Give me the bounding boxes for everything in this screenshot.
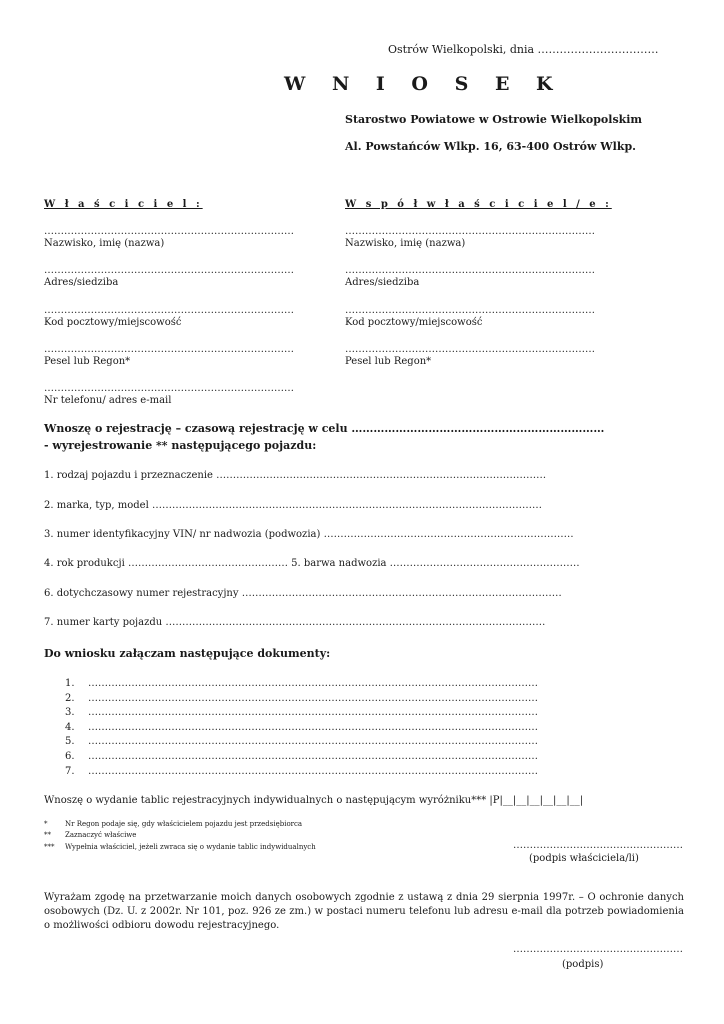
coowner-heading: W s p ó ł w ł a ś c i c i e l / e : [345, 199, 612, 210]
attachment-field[interactable]: ……………………………………………………………………………………………………………………… [88, 751, 538, 762]
attachment-field[interactable]: ……………………………………………………………………………………………………………………… [88, 736, 538, 747]
vehicle-card-field[interactable]: 7. numer karty pojazdu …………………………………………………………………………………………………… [44, 617, 546, 628]
owner-signature-label: (podpis właściciela/li) [529, 853, 639, 864]
request-line-2: - wyrejestrowanie ** następującego pojazdu: [44, 439, 317, 452]
vehicle-type-field[interactable]: 1. rodzaj pojazdu i przeznaczenie ……………………………………………………………………………………… [44, 470, 547, 481]
owner-name-label: Nazwisko, imię (nazwa) [44, 238, 165, 249]
request-line-1: Wnoszę o rejestrację – czasową rejestrację w celu …………………………………………………………… [44, 422, 605, 435]
individual-plates-request[interactable]: Wnoszę o wydanie tablic rejestracyjnych indywidualnych o następującym wyróżniku*** |P|__|__|__|__|__|__| [44, 795, 584, 806]
footnote-mark: *** [44, 843, 55, 851]
attachment-number: 6. [65, 751, 75, 762]
owner-postal-label: Kod pocztowy/miejscowość [44, 317, 182, 328]
consent-paragraph: Wyrażam zgodę na przetwarzanie moich danych osobowych zgodnie z ustawą z dnia 29 sierpnia 1997r. – O ochronie danych osobowych (Dz. U. z 2002r. Nr 101, poz. 926 ze zm.) w postaci numeru telefonu lub adresu e-mail dla potrzeb powiadomienia o możliwości odbioru dowodu rejestracyjnego. [44, 892, 684, 931]
coowner-name-field[interactable]: ………………………………………………………………… [345, 226, 595, 237]
attachment-number: 2. [65, 693, 75, 704]
coowner-address-field[interactable]: ………………………………………………………………… [345, 265, 595, 276]
owner-pesel-field[interactable]: ………………………………………………………………… [44, 344, 294, 355]
attachments-heading: Do wniosku załączam następujące dokumenty: [44, 647, 331, 660]
office-address: Al. Powstańców Wlkp. 16, 63-400 Ostrów Wlkp. [345, 140, 636, 153]
coowner-name-label: Nazwisko, imię (nazwa) [345, 238, 466, 249]
owner-signature-field[interactable]: …………………………………………… [513, 840, 683, 851]
attachment-field[interactable]: ……………………………………………………………………………………………………………………… [88, 707, 538, 718]
owner-phone-label: Nr telefonu/ adres e-mail [44, 395, 172, 406]
signature-field[interactable]: …………………………………………… [513, 944, 683, 955]
footnote-text: Wypełnia właściciel, jeżeli zwraca się o wydanie tablic indywidualnych [65, 843, 316, 851]
attachment-number: 7. [65, 766, 75, 777]
office-name: Starostwo Powiatowe w Ostrowie Wielkopolskim [345, 113, 643, 126]
owner-pesel-label: Pesel lub Regon* [44, 356, 131, 367]
vehicle-year-color-field[interactable]: 4. rok produkcji ………………………………………… 5. barwa nadwozia ………………………………………………… [44, 558, 580, 569]
signature-label: (podpis) [562, 959, 604, 970]
coowner-pesel-label: Pesel lub Regon* [345, 356, 432, 367]
document-title: W N I O S E K [284, 73, 563, 95]
attachment-number: 5. [65, 736, 75, 747]
vehicle-registration-field[interactable]: 6. dotychczasowy numer rejestracyjny …………………………………………………………………………………… [44, 588, 562, 599]
attachment-number: 1. [65, 678, 75, 689]
owner-address-label: Adres/siedziba [44, 277, 119, 288]
attachment-field[interactable]: ……………………………………………………………………………………………………………………… [88, 722, 538, 733]
attachment-number: 3. [65, 707, 75, 718]
vehicle-make-field[interactable]: 2. marka, typ, model ……………………………………………………………………………………………………… [44, 500, 542, 511]
coowner-postal-field[interactable]: ………………………………………………………………… [345, 305, 595, 316]
footnote-mark: ** [44, 831, 51, 839]
coowner-pesel-field[interactable]: ………………………………………………………………… [345, 344, 595, 355]
owner-postal-field[interactable]: ………………………………………………………………… [44, 305, 294, 316]
place-date-line: Ostrów Wielkopolski, dnia …………………………… [388, 43, 659, 56]
owner-heading: W ł a ś c i c i e l : [44, 199, 203, 210]
attachment-field[interactable]: ……………………………………………………………………………………………………………………… [88, 678, 538, 689]
attachment-field[interactable]: ……………………………………………………………………………………………………………………… [88, 693, 538, 704]
owner-phone-field[interactable]: ………………………………………………………………… [44, 383, 294, 394]
footnote-text: Zaznaczyć właściwe [65, 831, 137, 839]
attachment-number: 4. [65, 722, 75, 733]
coowner-postal-label: Kod pocztowy/miejscowość [345, 317, 483, 328]
footnote-mark: * [44, 820, 48, 828]
owner-address-field[interactable]: ………………………………………………………………… [44, 265, 294, 276]
coowner-address-label: Adres/siedziba [345, 277, 420, 288]
footnote-text: Nr Regon podaje się, gdy właścicielem pojazdu jest przedsiębiorca [65, 820, 303, 828]
owner-name-field[interactable]: ………………………………………………………………… [44, 226, 294, 237]
vehicle-vin-field[interactable]: 3. numer identyfikacyjny VIN/ nr nadwozia (podwozia) ………………………………………………………………… [44, 529, 574, 540]
attachment-field[interactable]: ……………………………………………………………………………………………………………………… [88, 766, 538, 777]
